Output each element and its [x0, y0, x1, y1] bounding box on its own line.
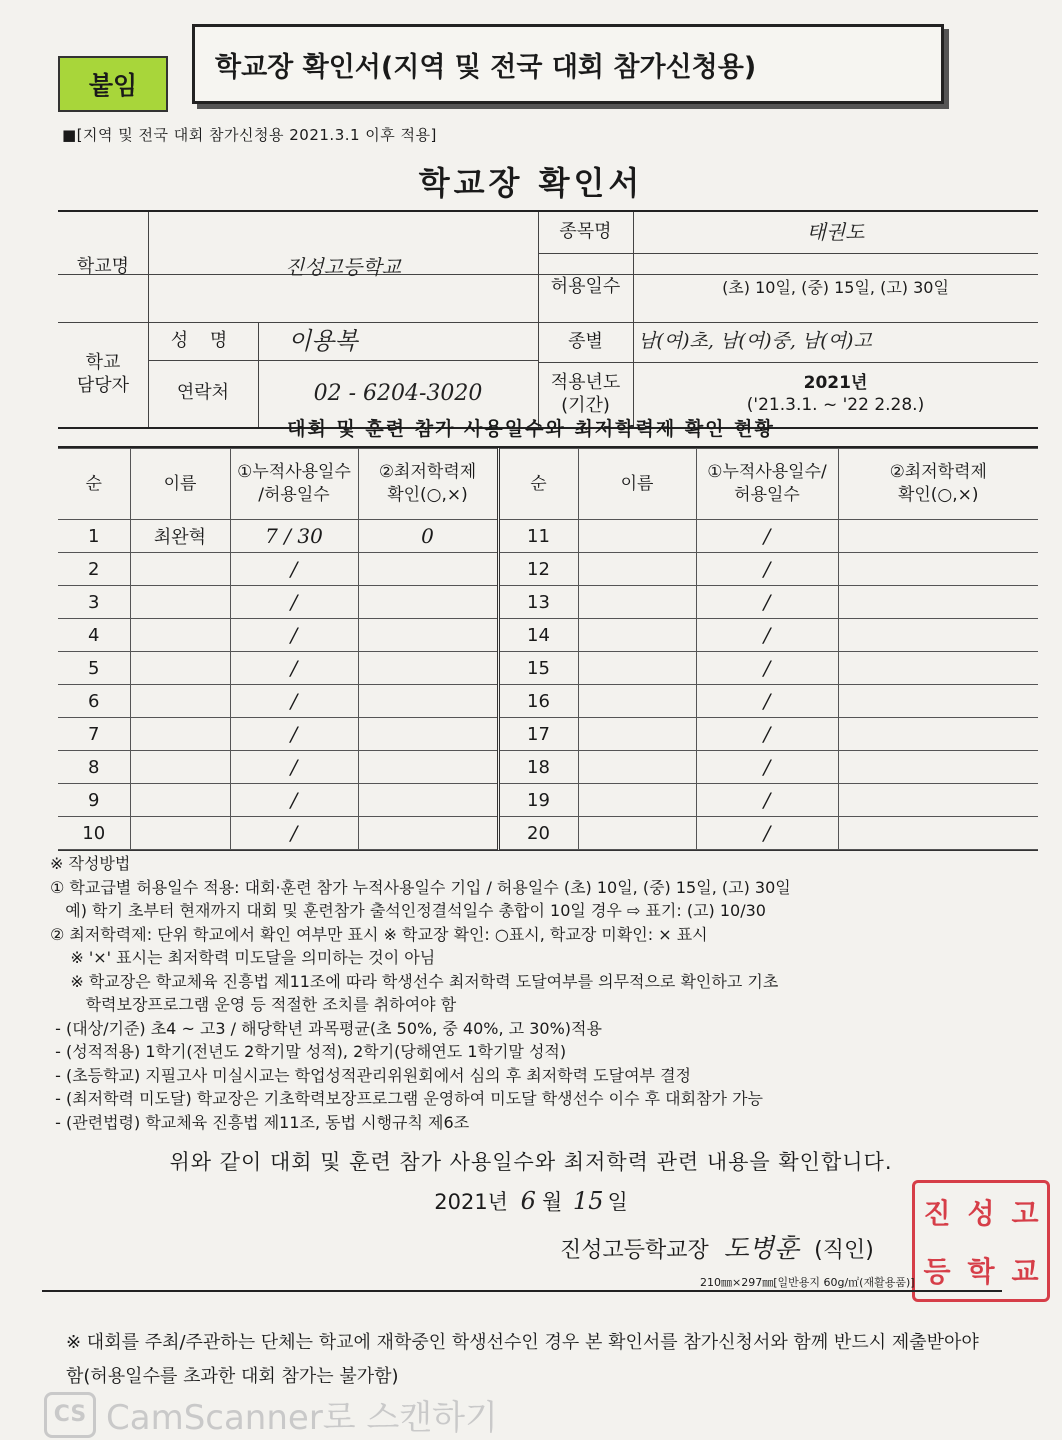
row-name-2 [578, 652, 696, 685]
row-seq-2: 11 [498, 520, 578, 553]
row-days: / [230, 553, 358, 586]
row-check-2 [838, 619, 1038, 652]
row-name-2 [578, 619, 696, 652]
row-seq: 1 [58, 520, 130, 553]
row-days: / [230, 718, 358, 751]
row-days-2: / [696, 817, 838, 850]
seal-note: (직인) [814, 1238, 874, 1263]
instruction-line: ① 학교급별 허용일수 적용: 대회·훈련 참가 누적사용일수 기입 / 허용일수 (초) 10일, (중) 15일, (고) 30일 [50, 877, 791, 897]
paper-spec: 210㎜×297㎜[일반용지 60g/㎡(재활용품)] [700, 1276, 915, 1289]
row-name-2 [578, 751, 696, 784]
header-seq-2: 순 [498, 449, 578, 520]
table-row [58, 619, 1038, 652]
row-days-2: / [696, 553, 838, 586]
row-seq-2: 16 [498, 685, 578, 718]
table-row [58, 520, 1038, 553]
sport-label: 종목명 [559, 221, 612, 243]
table-header-row [58, 449, 1038, 520]
row-check [358, 652, 498, 685]
row-seq-2: 14 [498, 619, 578, 652]
allowed-days-value: (초) 10일, (중) 15일, (고) 30일 [722, 277, 949, 297]
year-value: 2021년 [803, 373, 868, 394]
info-table [58, 210, 1038, 429]
contact-value: 02 - 6204-3020 [313, 380, 483, 406]
gender-value: 남(여)초, 남(여)중, 남(여)고 [638, 330, 872, 353]
row-seq: 9 [58, 784, 130, 817]
gender-label: 종별 [568, 330, 603, 352]
status-table [58, 446, 1038, 851]
principal-name: 도병훈 [723, 1234, 800, 1264]
row-days-2: / [696, 619, 838, 652]
row-check [358, 718, 498, 751]
row-seq: 5 [58, 652, 130, 685]
banner-title: 학교장 확인서(지역 및 전국 대회 참가신청용) [192, 24, 944, 104]
row-check [358, 784, 498, 817]
header-days: ①누적사용일수 /허용일수 [230, 449, 358, 520]
row-check [358, 751, 498, 784]
row-name [130, 685, 230, 718]
row-check-2 [838, 652, 1038, 685]
row-check [358, 553, 498, 586]
row-name-2 [578, 685, 696, 718]
name-label: 성 명 [170, 329, 236, 351]
instruction-line: ② 최저학력제: 단위 학교에서 확인 여부만 표시 ※ 학교장 확인: ○표시, 학교장 미확인: × 표시 [50, 924, 708, 944]
row-name [130, 784, 230, 817]
header-name: 이름 [130, 449, 230, 520]
instruction-line: - (대상/기준) 초4 ~ 고3 / 해당학년 과목평균(초 50%, 중 40%, 고 30%)적용 [50, 1018, 602, 1038]
row-seq: 6 [58, 685, 130, 718]
row-days-2: / [696, 586, 838, 619]
table-row [58, 652, 1038, 685]
footer-note: ※ 대회를 주최/주관하는 단체는 학교에 재학중인 학생선수인 경우 본 확인서를 참가신청서와 함께 반드시 제출받아야 함(허용일수를 초과한 대회 참가는 불가함) [66, 1332, 979, 1387]
principal-label: 진성고등학교장 [560, 1238, 709, 1263]
instruction-line: 예) 학기 초부터 현재까지 대회 및 훈련참가 출석인정결석일수 총합이 10일 경우 ⇨ 표기: (고) 10/30 [50, 901, 766, 920]
instruction-line: ※ '×' 표시는 최저학력 미도달을 의미하는 것이 아님 [50, 948, 436, 967]
table-row [58, 718, 1038, 751]
row-name [130, 553, 230, 586]
row-check-2 [838, 553, 1038, 586]
row-check-2 [838, 817, 1038, 850]
header-check: ②최저학력제 확인(○,×) [358, 449, 498, 520]
table-row [58, 784, 1038, 817]
row-name [130, 751, 230, 784]
row-seq: 4 [58, 619, 130, 652]
row-seq-2: 13 [498, 586, 578, 619]
instruction-line: - (초등학교) 지필고사 미실시교는 학업성적관리위원회에서 심의 후 최저학력 도달여부 결정 [50, 1065, 691, 1085]
year-label: 적용년도 (기간) [550, 372, 621, 416]
status-table-title: 대회 및 훈련 참가 사용일수와 최저학력제 확인 현황 [287, 418, 775, 440]
table-row [58, 553, 1038, 586]
row-check-2 [838, 520, 1038, 553]
date-day: 15 [572, 1187, 604, 1215]
instruction-line: - (관련법령) 학교체육 진흥법 제11조, 동법 시행규칙 제6조 [50, 1112, 470, 1132]
row-check-2 [838, 751, 1038, 784]
row-name [130, 718, 230, 751]
allowed-days-label: 허용일수 [550, 276, 621, 298]
header-name-2: 이름 [578, 449, 696, 520]
row-days: / [230, 619, 358, 652]
row-check-2 [838, 718, 1038, 751]
table-row [58, 751, 1038, 784]
manager-name: 이용복 [288, 327, 358, 355]
row-seq: 2 [58, 553, 130, 586]
date-year: 2021년 [434, 1190, 508, 1214]
row-check: 0 [358, 520, 498, 553]
row-name [130, 652, 230, 685]
applicability-note: ■[지역 및 전국 대회 참가신청용 2021.3.1 이후 적용] [62, 126, 437, 144]
row-check [358, 619, 498, 652]
row-check [358, 817, 498, 850]
row-name [130, 817, 230, 850]
row-days: / [230, 586, 358, 619]
row-days-2: / [696, 784, 838, 817]
header-seq: 순 [58, 449, 130, 520]
row-days-2: / [696, 685, 838, 718]
row-name [130, 586, 230, 619]
row-seq-2: 18 [498, 751, 578, 784]
instruction-line: ※ 학교장은 학교체육 진흥법 제11조에 따라 학생선수 최저학력 도달여부를 의무적으로 확인하고 기초 [50, 971, 779, 991]
row-days: / [230, 652, 358, 685]
row-name-2 [578, 718, 696, 751]
date-month-unit: 월 [541, 1190, 563, 1214]
row-seq-2: 20 [498, 817, 578, 850]
contact-label: 연락처 [176, 382, 230, 404]
camscanner-icon: CS [44, 1392, 96, 1438]
header-days-2: ①누적사용일수/ 허용일수 [696, 449, 838, 520]
row-check-2 [838, 586, 1038, 619]
row-days: 7 / 30 [230, 520, 358, 553]
table-row [58, 817, 1038, 850]
footer-divider [42, 1290, 1002, 1292]
row-days: / [230, 685, 358, 718]
date-day-unit: 일 [607, 1190, 628, 1214]
row-check [358, 685, 498, 718]
school-label: 학교명 [76, 255, 130, 277]
instruction-line: - (최저학력 미도달) 학교장은 기초학력보장프로그램 운영하여 미도달 학생선수 이수 후 대회참가 가능 [50, 1089, 763, 1108]
row-name-2 [578, 817, 696, 850]
school-value: 진성고등학교 [285, 254, 401, 279]
row-name-2 [578, 784, 696, 817]
sport-value: 태권도 [806, 220, 865, 244]
row-name [130, 619, 230, 652]
row-name-2 [578, 520, 696, 553]
principal-signature [560, 1228, 874, 1265]
year-period: ('21.3.1. ~ '22 2.28.) [746, 394, 925, 415]
official-seal-stamp: 진 성 고 등 학 교 [912, 1180, 1050, 1302]
row-days: / [230, 784, 358, 817]
signature-date [0, 1186, 1062, 1216]
instruction-line: 학력보장프로그램 운영 등 적절한 조치를 취하여야 함 [50, 995, 457, 1014]
table-row [58, 685, 1038, 718]
instruction-line: ※ 작성방법 [50, 854, 131, 873]
row-days-2: / [696, 718, 838, 751]
row-check [358, 586, 498, 619]
row-seq: 10 [58, 817, 130, 850]
header-check-2: ②최저학력제 확인(○,×) [838, 449, 1038, 520]
row-seq-2: 17 [498, 718, 578, 751]
row-days-2: / [696, 520, 838, 553]
row-seq-2: 19 [498, 784, 578, 817]
row-days-2: / [696, 652, 838, 685]
row-seq-2: 15 [498, 652, 578, 685]
watermark-text: CamScanner로 스캔하기 [106, 1398, 498, 1438]
row-name: 최완혁 [130, 520, 230, 553]
form-title: 학교장 확인서 [418, 164, 644, 202]
row-seq-2: 12 [498, 553, 578, 586]
scanner-watermark [44, 1390, 498, 1439]
row-days: / [230, 817, 358, 850]
row-name-2 [578, 553, 696, 586]
row-seq: 8 [58, 751, 130, 784]
instructions [50, 852, 1010, 1134]
row-days: / [230, 751, 358, 784]
row-seq: 3 [58, 586, 130, 619]
row-name-2 [578, 586, 696, 619]
table-row [58, 586, 1038, 619]
confirmation-statement: 위와 같이 대회 및 훈련 참가 사용일수와 최저학력 관련 내용을 확인합니다. [169, 1150, 893, 1174]
instruction-line: - (성적적용) 1학기(전년도 2학기말 성적), 2학기(당해연도 1학기말 성적) [50, 1042, 567, 1061]
row-check-2 [838, 685, 1038, 718]
date-month: 6 [520, 1187, 536, 1215]
row-days-2: / [696, 751, 838, 784]
attachment-badge: 붙임 [58, 56, 168, 112]
row-check-2 [838, 784, 1038, 817]
row-seq: 7 [58, 718, 130, 751]
manager-label: 학교 담당자 [76, 352, 130, 396]
